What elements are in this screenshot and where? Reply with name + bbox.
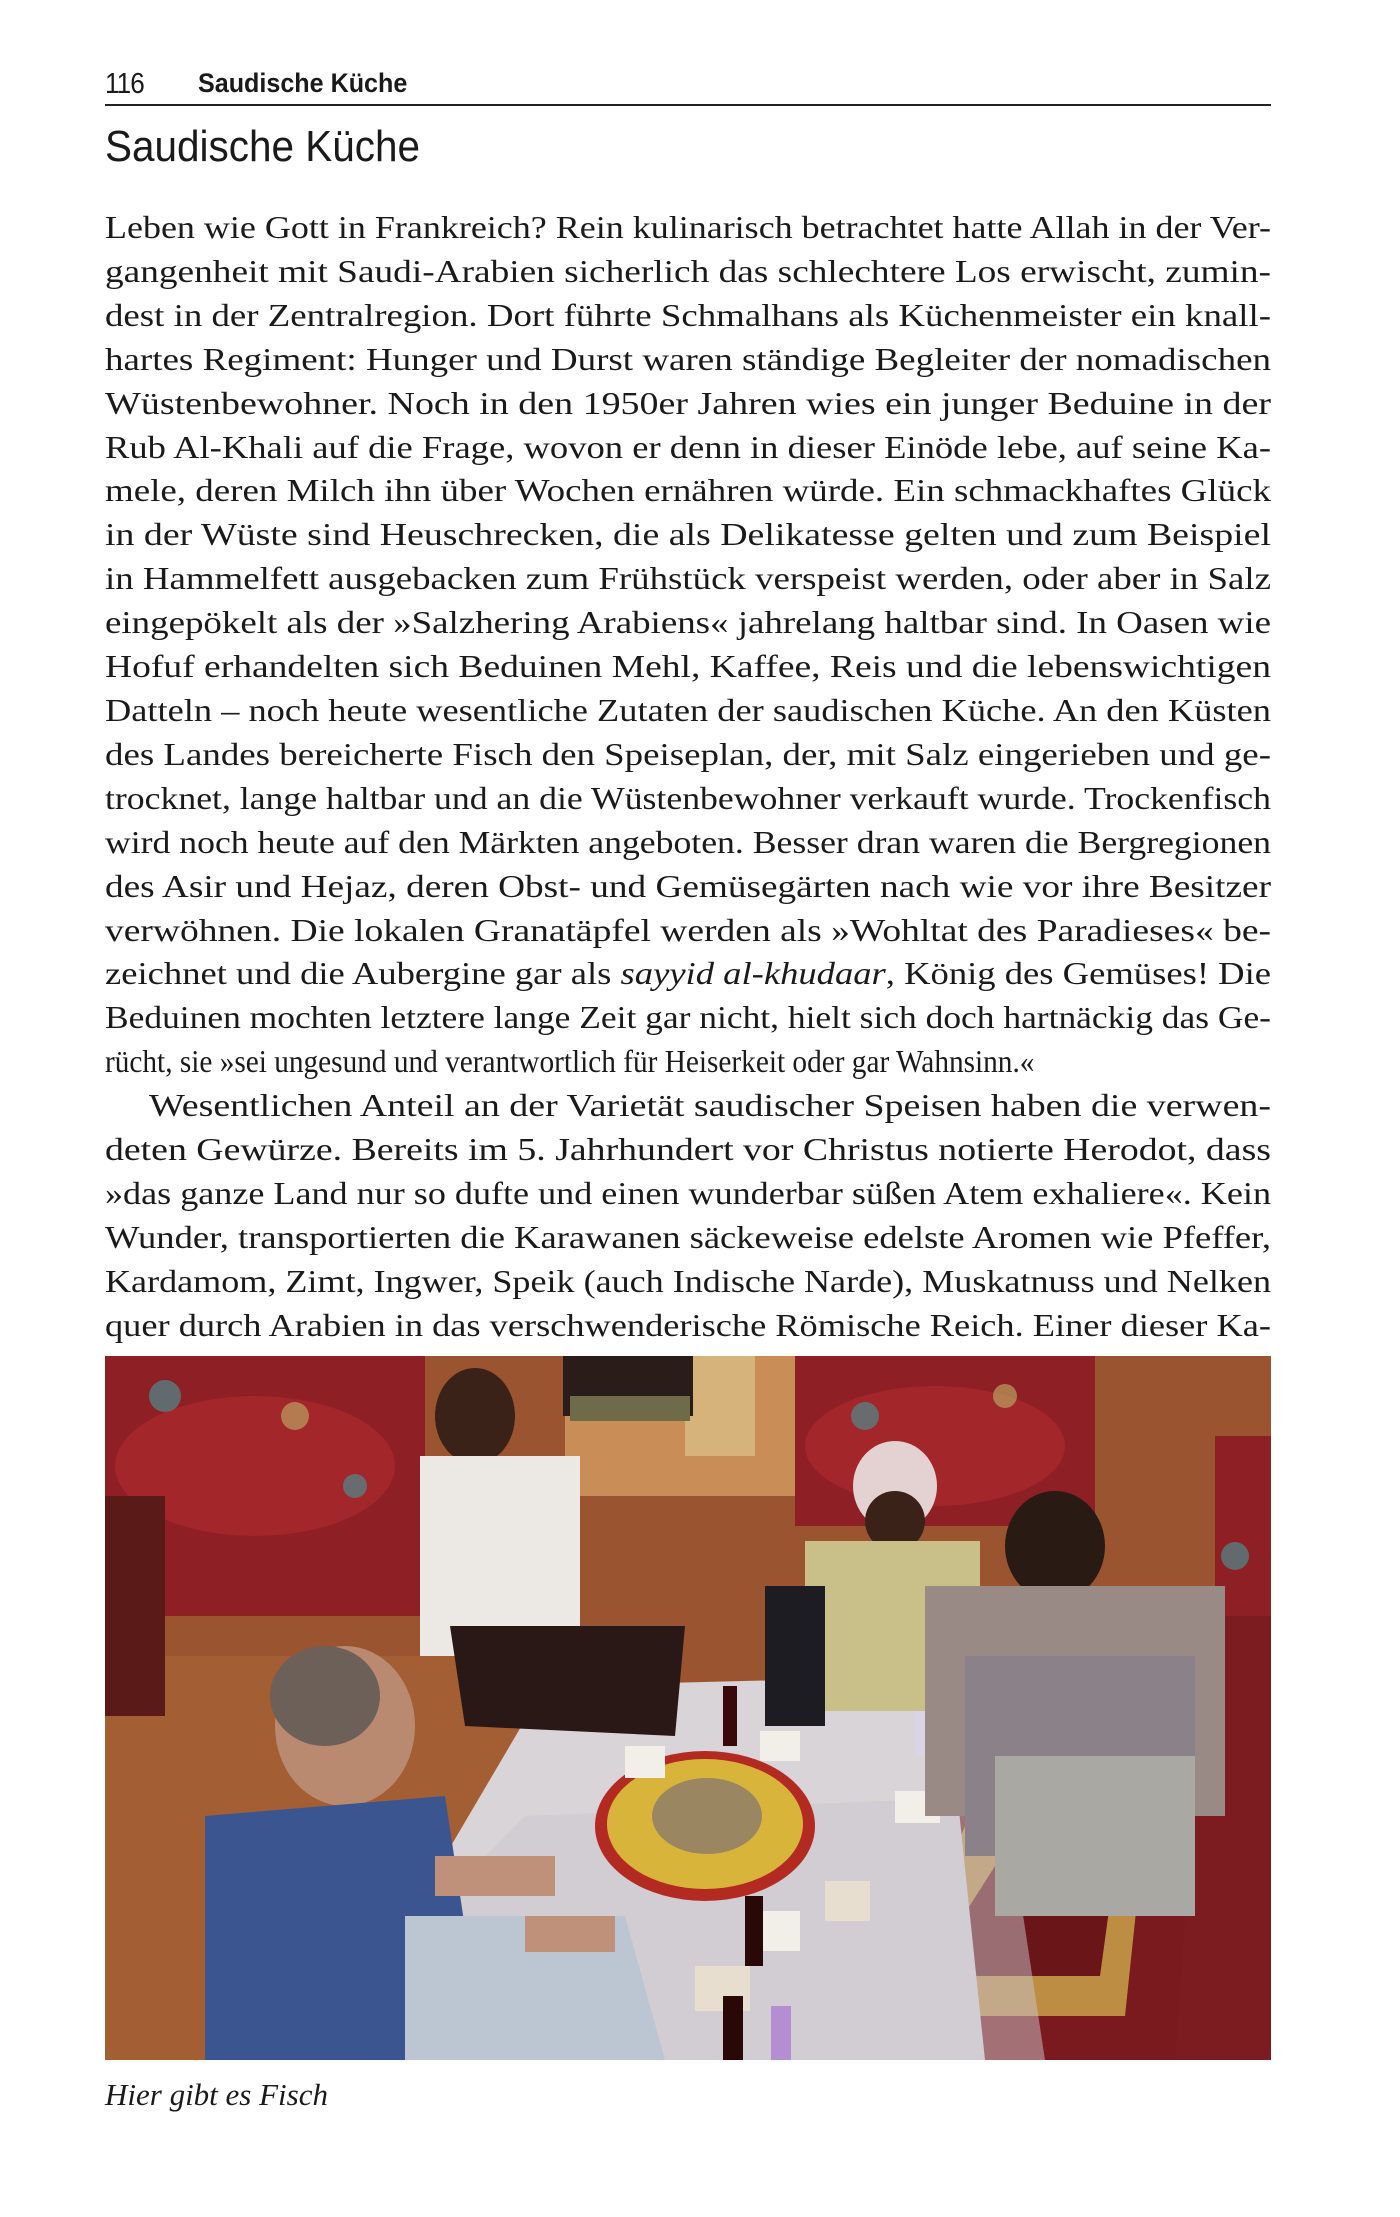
text-line: mele, deren Milch ihn über Wochen ernähren würde. Ein schmackhaftes Glück <box>105 473 1271 509</box>
text-line: wird noch heute auf den Märkten angeboten. Besser dran waren die Bergregionen <box>105 824 1271 860</box>
text-line: verwöhnen. Die lokalen Granatäpfel werden als »Wohltat des Paradieses« be- <box>105 912 1271 948</box>
text-line: in der Wüste sind Heuschrecken, die als Delikatesse gelten und zum Beispiel <box>105 517 1271 553</box>
text-line: Kardamom, Zimt, Ingwer, Speik (auch Indische Narde), Muskatnuss und Nelken <box>105 1263 1271 1299</box>
text-line: Hofuf erhandelten sich Beduinen Mehl, Kaffee, Reis und die lebenswichtigen <box>105 649 1271 685</box>
text-line: Wesentlichen Anteil an der Varietät saudischer Speisen haben die verwen- <box>149 1088 1271 1124</box>
text-line: rücht, sie »sei ungesund und verantwortlich für Heiserkeit oder gar Wahnsinn.« <box>105 1044 1035 1080</box>
text-line: des Landes bereicherte Fisch den Speiseplan, der, mit Salz eingerieben und ge- <box>105 736 1271 772</box>
text-line: trocknet, lange haltbar und an die Wüstenbewohner verkauft wurde. Trockenfisch <box>105 780 1271 816</box>
text-line: dest in der Zentralregion. Dort führte Schmalhans als Küchenmeister ein knall- <box>105 297 1271 333</box>
text-line: deten Gewürze. Bereits im 5. Jahrhundert vor Christus notierte Herodot, dass <box>105 1132 1271 1168</box>
text-line: hartes Regiment: Hunger und Durst waren ständige Begleiter der nomadischen <box>105 341 1271 377</box>
text-line: Wüstenbewohner. Noch in den 1950er Jahren wies ein junger Beduine in der <box>105 385 1271 421</box>
text-line: Datteln – noch heute wesentliche Zutaten der saudischen Küche. An den Küsten <box>105 692 1271 728</box>
page-number: 116 <box>105 68 144 100</box>
body-text <box>105 206 1271 1348</box>
paragraph-1 <box>105 206 1271 1084</box>
text-line: Rub Al-Khali auf die Frage, wovon er denn in dieser Einöde lebe, auf seine Ka- <box>105 429 1271 465</box>
paragraph-2 <box>105 1084 1271 1347</box>
section-title: Saudische Küche <box>105 122 421 171</box>
photo-meal <box>105 1356 1271 2060</box>
photo-caption: Hier gibt es Fisch <box>105 2077 328 2112</box>
text-line: Leben wie Gott in Frankreich? Rein kulinarisch betrachtet hatte Allah in der Ver- <box>105 210 1271 245</box>
text-line: des Asir und Hejaz, deren Obst- und Gemüsegärten nach wie vor ihre Besitzer <box>105 868 1271 904</box>
text-line: Beduinen mochten letztere lange Zeit gar nicht, hielt sich doch hartnäckig das Ge- <box>105 1000 1271 1036</box>
photo-illustration <box>105 1356 1271 2060</box>
text-line: in Hammelfett ausgebacken zum Frühstück verspeist werden, oder aber in Salz <box>105 561 1271 597</box>
text-line: gangenheit mit Saudi-Arabien sicherlich das schlechtere Los erwischt, zumin- <box>105 253 1271 289</box>
text-line: »das ganze Land nur so dufte und einen wunderbar süßen Atem exhaliere«. Kein <box>105 1175 1271 1211</box>
text-line: quer durch Arabien in das verschwenderische Römische Reich. Einer dieser Ka- <box>105 1307 1271 1343</box>
text-line: zeichnet und die Aubergine gar als sayyid al-khudaar, König des Gemüses! Die <box>105 956 1271 992</box>
text-line: Wunder, transportierten die Karawanen säckeweise edelste Aromen wie Pfeffer, <box>105 1219 1271 1255</box>
running-head <box>105 62 1271 106</box>
italic-term: sayyid al-khudaar <box>620 956 886 992</box>
text-line: eingepökelt als der »Salzhering Arabiens« jahrelang haltbar sind. In Oasen wie <box>105 605 1271 641</box>
running-title: Saudische Küche <box>198 68 408 98</box>
